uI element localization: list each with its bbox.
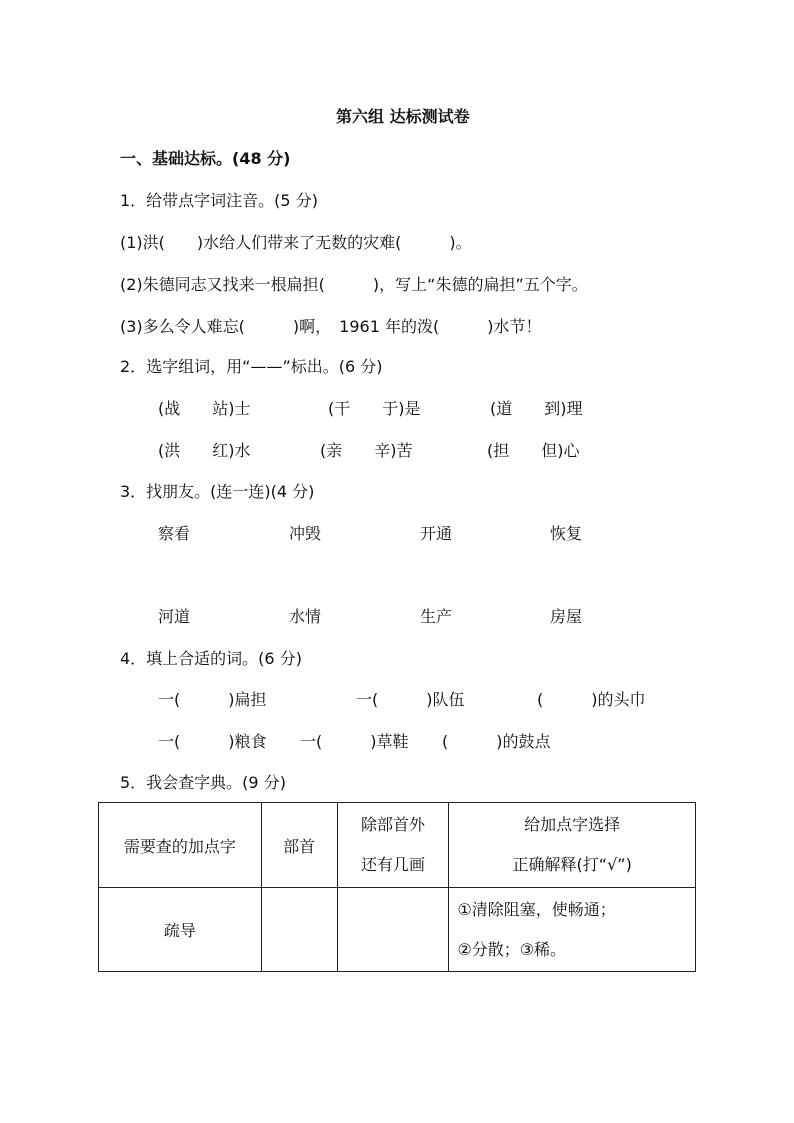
header-strokes-line-1: 除部首外 <box>360 815 425 834</box>
meaning-option-line-1: ①清除阻塞，使畅通； <box>457 899 616 919</box>
table-row <box>99 888 696 972</box>
match-word: 生产 <box>420 607 453 626</box>
match-word: 河道 <box>158 607 191 626</box>
fill-item: ( )的头巾 <box>537 690 646 709</box>
match-word: 察看 <box>158 524 191 543</box>
match-word: 房屋 <box>550 607 583 626</box>
match-word: 冲毁 <box>289 524 322 543</box>
choice-item: (担 但)心 <box>487 441 580 460</box>
header-cell-word: 需要查的加点字 <box>99 803 262 888</box>
meaning-options-cell <box>449 888 696 972</box>
header-cell-radical: 部首 <box>261 803 337 888</box>
header-strokes-line-2: 还有几画 <box>360 855 425 874</box>
choice-item: (道 到)理 <box>490 399 583 418</box>
radical-answer-cell <box>261 888 337 972</box>
page-title: 第六组 达标测试卷 <box>336 107 470 126</box>
choice-item: (亲 辛)苦 <box>320 441 413 460</box>
header-meaning-line-2: 正确解释(打“√”) <box>512 855 632 874</box>
fill-item: 一( )扁担 <box>158 690 267 709</box>
strokes-answer-cell <box>337 888 449 972</box>
fill-item: ( )的鼓点 <box>442 732 551 751</box>
header-cell-strokes <box>337 803 449 888</box>
match-word: 水情 <box>289 607 322 626</box>
question-4-heading: 4．填上合适的词。(6 分) <box>120 649 302 668</box>
meaning-option-line-2: ②分散；③稀。 <box>457 939 567 959</box>
question-3-heading: 3．找朋友。(连一连)(4 分) <box>120 482 315 501</box>
question-1-line-2: (2)朱德同志又找来一根扁担( )，写上“朱德的扁担”五个字。 <box>120 275 588 294</box>
choice-item: (洪 红)水 <box>158 441 251 460</box>
fill-item: 一( )粮食 <box>158 732 267 751</box>
question-1-heading: 1．给带点字词注音。(5 分) <box>120 191 318 210</box>
section-heading: 一、基础达标。(48 分) <box>120 149 291 168</box>
question-1-line-3: (3)多么令人难忘( )啊， 1961 年的泼( )水节！ <box>120 317 542 336</box>
choice-item: (战 站)士 <box>158 399 251 418</box>
dictionary-table <box>98 802 696 972</box>
table-header-row <box>99 803 696 888</box>
fill-item: 一( )草鞋 <box>300 732 409 751</box>
header-meaning-line-1: 给加点字选择 <box>524 815 621 834</box>
question-5-heading: 5．我会查字典。(9 分) <box>120 773 286 792</box>
choice-item: (干 于)是 <box>328 399 421 418</box>
match-word: 恢复 <box>550 524 583 543</box>
question-1-line-1: (1)洪( )水给人们带来了无数的灾难( )。 <box>120 233 472 252</box>
question-2-heading: 2．选字组词，用“——”标出。(6 分) <box>120 357 383 376</box>
header-cell-meaning <box>449 803 696 888</box>
fill-item: 一( )队伍 <box>356 690 465 709</box>
match-word: 开通 <box>420 524 453 543</box>
word-cell: 疏导 <box>99 888 262 972</box>
